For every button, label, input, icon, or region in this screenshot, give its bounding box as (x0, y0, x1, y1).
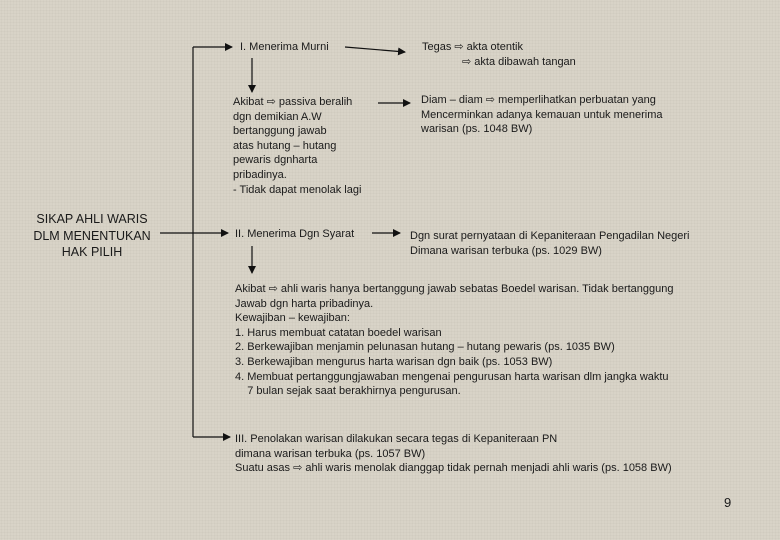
option1-title: I. Menerima Murni (240, 41, 329, 53)
arrow-to-tegas (345, 47, 405, 52)
option2-title: II. Menerima Dgn Syarat (235, 228, 355, 240)
page-number: 9 (724, 495, 732, 510)
option2-consequence: Akibat ⇨ ahli waris hanya bertanggung jawab sebatas Boedel warisan. Tidak bertanggung Jawab dgn harta pribadinya. Kewajiban – kewajiban: 1. Harus membuat catatan boedel warisan 2. Berkewajiban menjamin pelunasan hutang – hutang pewaris (ps. 1035 BW) 3. Berkewajiban mengurus harta warisan dgn baik (ps. 1053 BW) 4. Membuat pertanggungjawaban mengenai pengurusan harta warisan dlm jangka waktu 7 bulan sejak saat berakhirnya pengurusan. (235, 283, 674, 398)
option2-statement: Dgn surat pernyataan di Kepaniteraan Pengadilan Negeri Dimana warisan terbuka (ps. 1029 BW) (410, 230, 690, 257)
tegas-text: Tegas ⇨ akta otentik ⇨ akta dibawah tangan (422, 41, 576, 68)
option3-text: III. Penolakan warisan dilakukan secara tegas di Kepaniteraan PN dimana warisan terbuka (ps. 1057 BW) Suatu asas ⇨ ahli waris menolak dianggap tidak pernah menjadi ahli waris (ps. 1058 BW) (235, 433, 672, 475)
option1-consequence: Akibat ⇨ passiva beralih dgn demikian A.W bertanggung jawab atas hutang – hutang pewaris dgnharta pribadinya. - Tidak dapat menolak lagi (233, 96, 362, 196)
root-label: SIKAP AHLI WARIS DLM MENENTUKAN HAK PILIH (33, 212, 151, 259)
diam-text: Diam – diam ⇨ memperlihatkan perbuatan yang Mencerminkan adanya kemauan untuk menerima warisan (ps. 1048 BW) (421, 94, 663, 136)
